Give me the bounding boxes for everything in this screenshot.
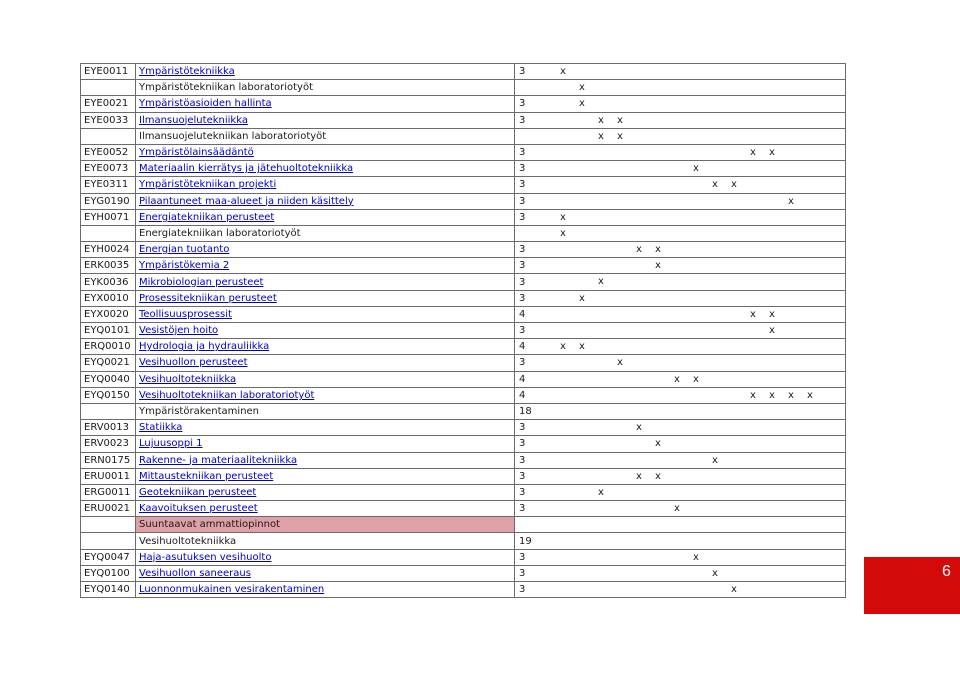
course-link[interactable]: Mikrobiologian perusteet xyxy=(139,276,264,288)
credits: 3 xyxy=(515,193,545,209)
course-link[interactable]: Ilmansuojelutekniikka xyxy=(139,114,248,126)
credits: 3 xyxy=(515,582,545,598)
credits: 3 xyxy=(515,112,545,128)
course-code: ERN0175 xyxy=(81,452,136,468)
course-code: EYE0052 xyxy=(81,144,136,160)
credits: 3 xyxy=(515,420,545,436)
course-name-cell xyxy=(136,242,515,258)
course-code: EYE0073 xyxy=(81,161,136,177)
course-name-cell xyxy=(136,436,515,452)
table-row xyxy=(81,533,846,549)
course-name-cell xyxy=(136,323,515,339)
course-name-cell xyxy=(136,549,515,565)
course-name-cell xyxy=(136,355,515,371)
table-row xyxy=(81,501,846,517)
credits: 3 xyxy=(515,484,545,500)
course-link[interactable]: Vesihuollon saneeraus xyxy=(139,567,251,579)
credits xyxy=(515,80,545,96)
course-name-cell xyxy=(136,64,515,80)
period-marks xyxy=(544,64,846,80)
course-link[interactable]: Statiikka xyxy=(139,422,183,434)
period-mark: x xyxy=(579,98,585,110)
credits: 3 xyxy=(515,64,545,80)
course-link[interactable]: Vesihuoltotekniikan laboratoriotyöt xyxy=(139,389,315,401)
table-row xyxy=(81,403,846,419)
period-marks xyxy=(544,144,846,160)
table-row xyxy=(81,452,846,468)
course-name-cell xyxy=(136,144,515,160)
credits xyxy=(515,128,545,144)
table-row xyxy=(81,371,846,387)
period-mark: x xyxy=(693,551,699,563)
period-mark: x xyxy=(788,389,794,401)
credits: 3 xyxy=(515,96,545,112)
course-code: EYQ0150 xyxy=(81,387,136,403)
credits: 4 xyxy=(515,339,545,355)
period-mark: x xyxy=(579,341,585,353)
table-row xyxy=(81,144,846,160)
course-name: Vesihuoltotekniikka xyxy=(136,533,515,549)
period-mark: x xyxy=(636,244,642,256)
period-marks xyxy=(544,96,846,112)
course-name-cell xyxy=(136,177,515,193)
period-mark: x xyxy=(617,114,623,126)
table-row xyxy=(81,193,846,209)
course-link[interactable]: Lujuusoppi 1 xyxy=(139,438,203,450)
course-name-cell xyxy=(136,161,515,177)
credits: 4 xyxy=(515,306,545,322)
period-mark: x xyxy=(560,227,566,239)
course-name-cell xyxy=(136,387,515,403)
course-code: EYX0010 xyxy=(81,290,136,306)
course-code: ERK0035 xyxy=(81,258,136,274)
period-marks xyxy=(544,565,846,581)
table-row xyxy=(81,64,846,80)
period-mark: x xyxy=(750,146,756,158)
credits xyxy=(515,517,545,533)
course-code: EYE0011 xyxy=(81,64,136,80)
course-link[interactable]: Pilaantuneet maa-alueet ja niiden käsittely xyxy=(139,195,354,207)
course-code: ERG0011 xyxy=(81,484,136,500)
period-mark: x xyxy=(693,373,699,385)
period-mark: x xyxy=(636,422,642,434)
period-mark: x xyxy=(598,130,604,142)
course-code xyxy=(81,80,136,96)
period-mark: x xyxy=(750,308,756,320)
course-link[interactable]: Luonnonmukainen vesirakentaminen xyxy=(139,584,325,596)
page-number-tab xyxy=(864,557,960,614)
period-marks xyxy=(544,582,846,598)
period-marks xyxy=(544,306,846,322)
course-name-cell xyxy=(136,258,515,274)
credits: 3 xyxy=(515,468,545,484)
period-marks xyxy=(544,501,846,517)
credits: 3 xyxy=(515,209,545,225)
period-mark: x xyxy=(731,584,737,595)
table-row xyxy=(81,96,846,112)
course-name-cell xyxy=(136,452,515,468)
period-mark: x xyxy=(617,357,623,369)
period-marks xyxy=(544,436,846,452)
table-row xyxy=(81,80,846,96)
course-code: EYQ0047 xyxy=(81,549,136,565)
period-mark: x xyxy=(579,292,585,304)
period-mark: x xyxy=(693,163,699,175)
course-name-cell xyxy=(136,112,515,128)
period-marks xyxy=(544,403,846,419)
credits: 3 xyxy=(515,323,545,339)
credits: 3 xyxy=(515,242,545,258)
course-name-cell xyxy=(136,371,515,387)
period-marks xyxy=(544,371,846,387)
period-marks xyxy=(544,468,846,484)
table-row xyxy=(81,468,846,484)
table-row xyxy=(81,177,846,193)
table-row xyxy=(81,290,846,306)
credits: 3 xyxy=(515,161,545,177)
credits: 18 xyxy=(515,403,545,419)
period-mark: x xyxy=(598,486,604,498)
table-row xyxy=(81,306,846,322)
period-mark: x xyxy=(579,82,585,94)
table-row xyxy=(81,387,846,403)
period-mark: x xyxy=(598,276,604,288)
course-link[interactable]: Ympäristölainsäädäntö xyxy=(139,147,254,159)
period-marks xyxy=(544,339,846,355)
period-mark: x xyxy=(560,211,566,223)
table-row xyxy=(81,565,846,581)
period-mark: x xyxy=(712,454,718,466)
credits: 3 xyxy=(515,177,545,193)
period-mark: x xyxy=(598,114,604,126)
course-name-cell xyxy=(136,339,515,355)
course-code: EYK0036 xyxy=(81,274,136,290)
course-code: EYX0020 xyxy=(81,306,136,322)
course-link[interactable]: Mittaustekniikan perusteet xyxy=(139,470,274,482)
course-name: Ympäristörakentaminen xyxy=(136,403,515,419)
course-link[interactable]: Ympäristöasioiden hallinta xyxy=(139,98,272,110)
period-marks xyxy=(544,128,846,144)
period-marks xyxy=(544,452,846,468)
period-marks xyxy=(544,112,846,128)
period-marks xyxy=(544,533,846,549)
credits: 3 xyxy=(515,258,545,274)
period-mark: x xyxy=(712,179,718,191)
table-row xyxy=(81,112,846,128)
course-code xyxy=(81,128,136,144)
credits: 3 xyxy=(515,274,545,290)
course-link[interactable]: Ympäristökemia 2 xyxy=(139,260,230,272)
course-link[interactable]: Energiatekniikan perusteet xyxy=(139,211,275,223)
period-marks xyxy=(544,177,846,193)
credits: 3 xyxy=(515,565,545,581)
period-mark: x xyxy=(655,244,661,256)
period-marks xyxy=(544,387,846,403)
credits xyxy=(515,225,545,241)
period-marks xyxy=(544,80,846,96)
table-row xyxy=(81,549,846,565)
course-name-cell xyxy=(136,209,515,225)
course-name-cell xyxy=(136,96,515,112)
course-code xyxy=(81,517,136,533)
course-link[interactable]: Ympäristötekniikan projekti xyxy=(139,179,277,191)
course-link[interactable]: Vesistöjen hoito xyxy=(139,325,219,337)
table-row xyxy=(81,517,846,533)
course-code xyxy=(81,225,136,241)
period-marks xyxy=(544,355,846,371)
table-row xyxy=(81,161,846,177)
course-name-cell xyxy=(136,582,515,598)
course-code: EYH0071 xyxy=(81,209,136,225)
course-name-cell xyxy=(136,565,515,581)
table-row xyxy=(81,436,846,452)
period-marks xyxy=(544,193,846,209)
course-name-cell xyxy=(136,468,515,484)
period-marks xyxy=(544,323,846,339)
course-code: ERV0013 xyxy=(81,420,136,436)
course-name-cell xyxy=(136,290,515,306)
course-name: Suuntaavat ammattiopinnot xyxy=(136,517,515,533)
credits: 3 xyxy=(515,436,545,452)
course-link[interactable]: Rakenne- ja materiaalitekniikka xyxy=(139,454,298,466)
period-marks xyxy=(544,517,846,533)
period-mark: x xyxy=(769,325,775,336)
course-name: Ilmansuojelutekniikan laboratoriotyöt xyxy=(136,128,515,144)
course-code: EYH0024 xyxy=(81,242,136,258)
period-marks xyxy=(544,274,846,290)
course-code: EYG0190 xyxy=(81,193,136,209)
course-link[interactable]: Vesihuollon perusteet xyxy=(139,357,248,369)
period-marks xyxy=(544,242,846,258)
course-link[interactable]: Geotekniikan perusteet xyxy=(139,486,257,498)
period-marks xyxy=(544,290,846,306)
course-code: EYQ0100 xyxy=(81,565,136,581)
credits: 3 xyxy=(515,549,545,565)
course-name-cell xyxy=(136,420,515,436)
credits: 3 xyxy=(515,452,545,468)
course-table xyxy=(80,63,846,598)
course-name-cell xyxy=(136,484,515,500)
course-code xyxy=(81,403,136,419)
course-link[interactable]: Kaavoituksen perusteet xyxy=(139,503,258,515)
page-number: 6 xyxy=(942,563,951,580)
course-code: EYE0311 xyxy=(81,177,136,193)
table-row xyxy=(81,225,846,241)
period-marks xyxy=(544,225,846,241)
course-link[interactable]: Energian tuotanto xyxy=(139,244,230,256)
period-mark: x xyxy=(655,260,661,272)
course-code: ERU0021 xyxy=(81,501,136,517)
course-code: ERV0023 xyxy=(81,436,136,452)
credits: 19 xyxy=(515,533,545,549)
period-mark: x xyxy=(674,373,680,385)
course-code: EYQ0021 xyxy=(81,355,136,371)
course-code: ERU0011 xyxy=(81,468,136,484)
period-mark: x xyxy=(560,66,566,77)
table-row xyxy=(81,582,846,598)
table-row xyxy=(81,209,846,225)
table-row xyxy=(81,242,846,258)
table-row xyxy=(81,339,846,355)
course-link[interactable]: Vesihuoltotekniikka xyxy=(139,373,237,385)
period-mark: x xyxy=(655,470,661,482)
course-name: Energiatekniikan laboratoriotyöt xyxy=(136,225,515,241)
period-marks xyxy=(544,161,846,177)
period-mark: x xyxy=(655,438,661,450)
credits: 3 xyxy=(515,355,545,371)
period-mark: x xyxy=(674,503,680,515)
table-row xyxy=(81,128,846,144)
course-code: EYQ0101 xyxy=(81,323,136,339)
period-marks xyxy=(544,258,846,274)
period-mark: x xyxy=(750,389,756,401)
period-mark: x xyxy=(731,179,737,191)
credits: 3 xyxy=(515,501,545,517)
period-marks xyxy=(544,549,846,565)
period-mark: x xyxy=(617,130,623,142)
course-code: EYQ0140 xyxy=(81,582,136,598)
period-mark: x xyxy=(769,389,775,401)
credits: 4 xyxy=(515,371,545,387)
period-mark: x xyxy=(769,146,775,158)
course-code: EYQ0040 xyxy=(81,371,136,387)
credits: 3 xyxy=(515,290,545,306)
course-link[interactable]: Ympäristötekniikka xyxy=(139,66,235,78)
table-row xyxy=(81,274,846,290)
course-name-cell xyxy=(136,306,515,322)
table-row xyxy=(81,420,846,436)
course-name-cell xyxy=(136,274,515,290)
table-row xyxy=(81,258,846,274)
course-link[interactable]: Hydrologia ja hydrauliikka xyxy=(139,341,270,353)
period-marks xyxy=(544,484,846,500)
period-mark: x xyxy=(769,308,775,320)
course-name: Ympäristötekniikan laboratoriotyöt xyxy=(136,80,515,96)
period-mark: x xyxy=(560,341,566,353)
period-mark: x xyxy=(788,195,794,207)
course-link[interactable]: Materiaalin kierrätys ja jätehuoltotekniikka xyxy=(139,163,354,175)
course-name-cell xyxy=(136,193,515,209)
table-row xyxy=(81,323,846,339)
course-link[interactable]: Prosessitekniikan perusteet xyxy=(139,292,277,304)
course-code: EYE0033 xyxy=(81,112,136,128)
period-marks xyxy=(544,420,846,436)
course-code xyxy=(81,533,136,549)
credits: 4 xyxy=(515,387,545,403)
table-row xyxy=(81,355,846,371)
credits: 3 xyxy=(515,144,545,160)
course-link[interactable]: Teollisuusprosessit xyxy=(139,308,232,320)
period-mark: x xyxy=(712,567,718,579)
course-name-cell xyxy=(136,501,515,517)
period-mark: x xyxy=(636,470,642,482)
course-link[interactable]: Haja-asutuksen vesihuolto xyxy=(139,551,272,563)
table-row xyxy=(81,484,846,500)
course-code: EYE0021 xyxy=(81,96,136,112)
course-code: ERQ0010 xyxy=(81,339,136,355)
period-marks xyxy=(544,209,846,225)
period-mark: x xyxy=(807,389,813,401)
